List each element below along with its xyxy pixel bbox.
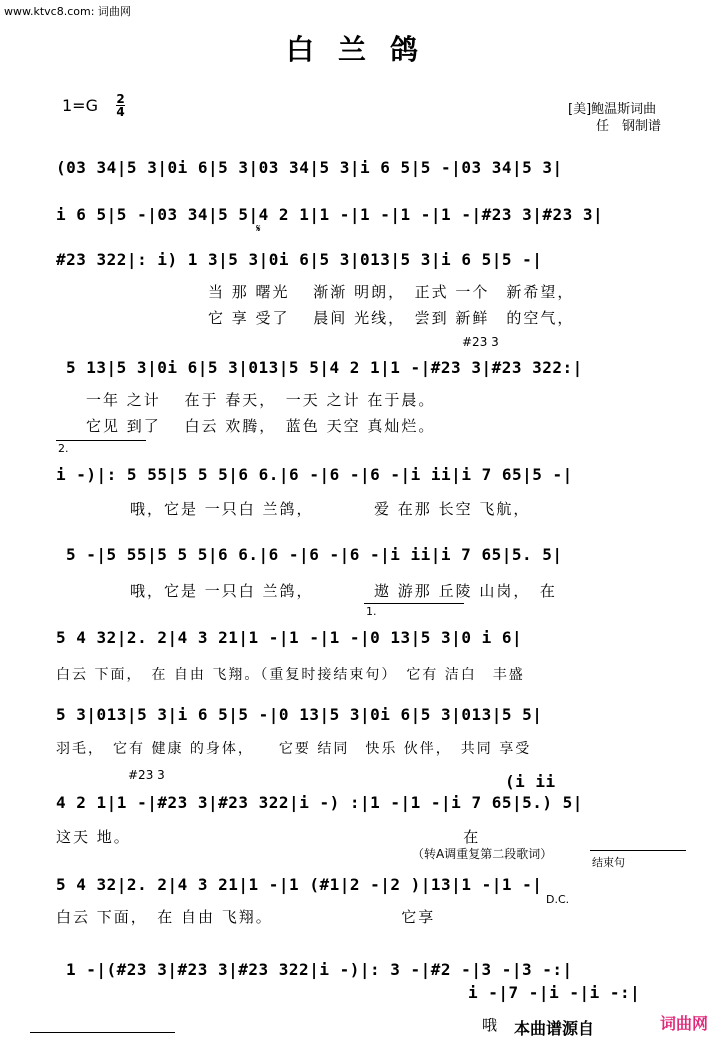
lyric-row-3-verse-1: 当 那 曙光 渐渐 明朗， 正式 一个 新希望， [208, 283, 575, 301]
lyric-row-4-verse-2: 它见 到了 白云 欢腾， 蓝色 天空 真灿烂。 [86, 417, 436, 435]
lyric-row-9: 这天 地。 在 [56, 828, 481, 846]
score-row-7: 5 4 32|2. 2|4 3 21|1 -|1 -|1 -|0 13|5 3|0 i 6| [56, 628, 523, 647]
score-row-4: 5 13|5 3|0i 6|5 3|013|5 5|4 2 1|1 -|#23 3|#23 322:| [66, 358, 583, 377]
lyric-row-7: 白云 下面， 在 自由 飞翔。（重复时接结束句） 它有 洁白 丰盛 [56, 667, 525, 683]
time-signature [116, 93, 125, 118]
score-row-11: 1 -|(#23 3|#23 3|#23 322|i -)|: 3 -|#2 -|3 -|3 -:| [66, 960, 573, 979]
lyric-row-5: 哦，它是 一只白 兰鸽， 爱 在那 长空 飞航， [130, 500, 531, 518]
score-row-8: 5 3|013|5 3|i 6 5|5 -|0 13|5 3|0i 6|5 3|013|5 5| [56, 705, 543, 724]
grace-notes-right: (i ii [505, 772, 556, 791]
credit-composer: [美]鲍温斯词曲 [568, 102, 657, 117]
lyric-row-3-verse-2: 它 享 受了 晨间 光线， 尝到 新鲜 的空气， [208, 309, 575, 327]
lyric-row-6: 哦，它是 一只白 兰鸽， 遨 游那 丘陵 山岗， 在 [130, 582, 557, 600]
score-row-6: 5 -|5 55|5 5 5|6 6.|6 -|6 -|6 -|i ii|i 7 65|5. 5| [66, 545, 563, 564]
volta-1-label: 1. [366, 605, 377, 618]
score-row-3: #23 322|: i) 1 3|5 3|0i 6|5 3|013|5 3|i 6 5|5 -| [56, 250, 543, 269]
volta-2-label: 2. [58, 442, 69, 455]
site-url: www.ktvc8.com: 词曲网 [4, 5, 131, 18]
score-row-10: 5 4 32|2. 2|4 3 21|1 -|1 (#1|2 -|2 )|13|1 -|1 -| [56, 875, 543, 894]
transpose-note: （转A调重复第二段歌词） [412, 847, 553, 861]
song-title: 白兰鸽 [285, 33, 442, 66]
score-row-1: (03 34|5 3|0i 6|5 3|03 34|5 3|i 6 5|5 -|03 34|5 3| [56, 158, 563, 177]
time-signature-top: 2 [116, 92, 125, 106]
dc-mark: D.C. [546, 893, 570, 906]
score-row-9: 4 2 1|1 -|#23 3|#23 322|i -) :|1 -|1 -|i 7 65|5.) 5| [56, 793, 583, 812]
credit-arranger: 任 钢制谱 [596, 119, 662, 134]
time-signature-bottom: 4 [116, 105, 125, 119]
lyric-row-12: 哦 [482, 1016, 500, 1034]
score-row-12: i -|7 -|i -|i -:| [468, 983, 641, 1002]
score-row-5: i -)|: 5 55|5 5 5|6 6.|6 -|6 -|6 -|i ii|i 7 65|5 -| [56, 465, 573, 484]
segno-mark: 𝄋 [256, 222, 261, 235]
score-row-2: i 6 5|5 -|03 34|5 5|4 2 1|1 -|1 -|1 -|1 -|#23 3|#23 3| [56, 205, 604, 224]
watermark-site[interactable]: 词曲网 [659, 1014, 708, 1033]
key-signature: 1=G [62, 96, 98, 115]
lyric-row-4-verse-1: 一年 之计 在于 春天， 一天 之计 在于晨。 [86, 391, 436, 409]
lyric-row-8: 羽毛， 它有 健康 的身体， 它要 结同 快乐 伙伴， 共同 享受 [56, 741, 532, 757]
ending-label: 结束句 [592, 856, 625, 869]
watermark-source: 本曲谱源自 [514, 1019, 595, 1038]
grace-notes-top: #23 3 [462, 335, 499, 349]
grace-notes-top-2: #23 3 [128, 768, 165, 782]
lyric-row-10: 白云 下面， 在 自由 飞翔。 它享 [56, 908, 436, 926]
footer-rule [30, 1032, 175, 1033]
